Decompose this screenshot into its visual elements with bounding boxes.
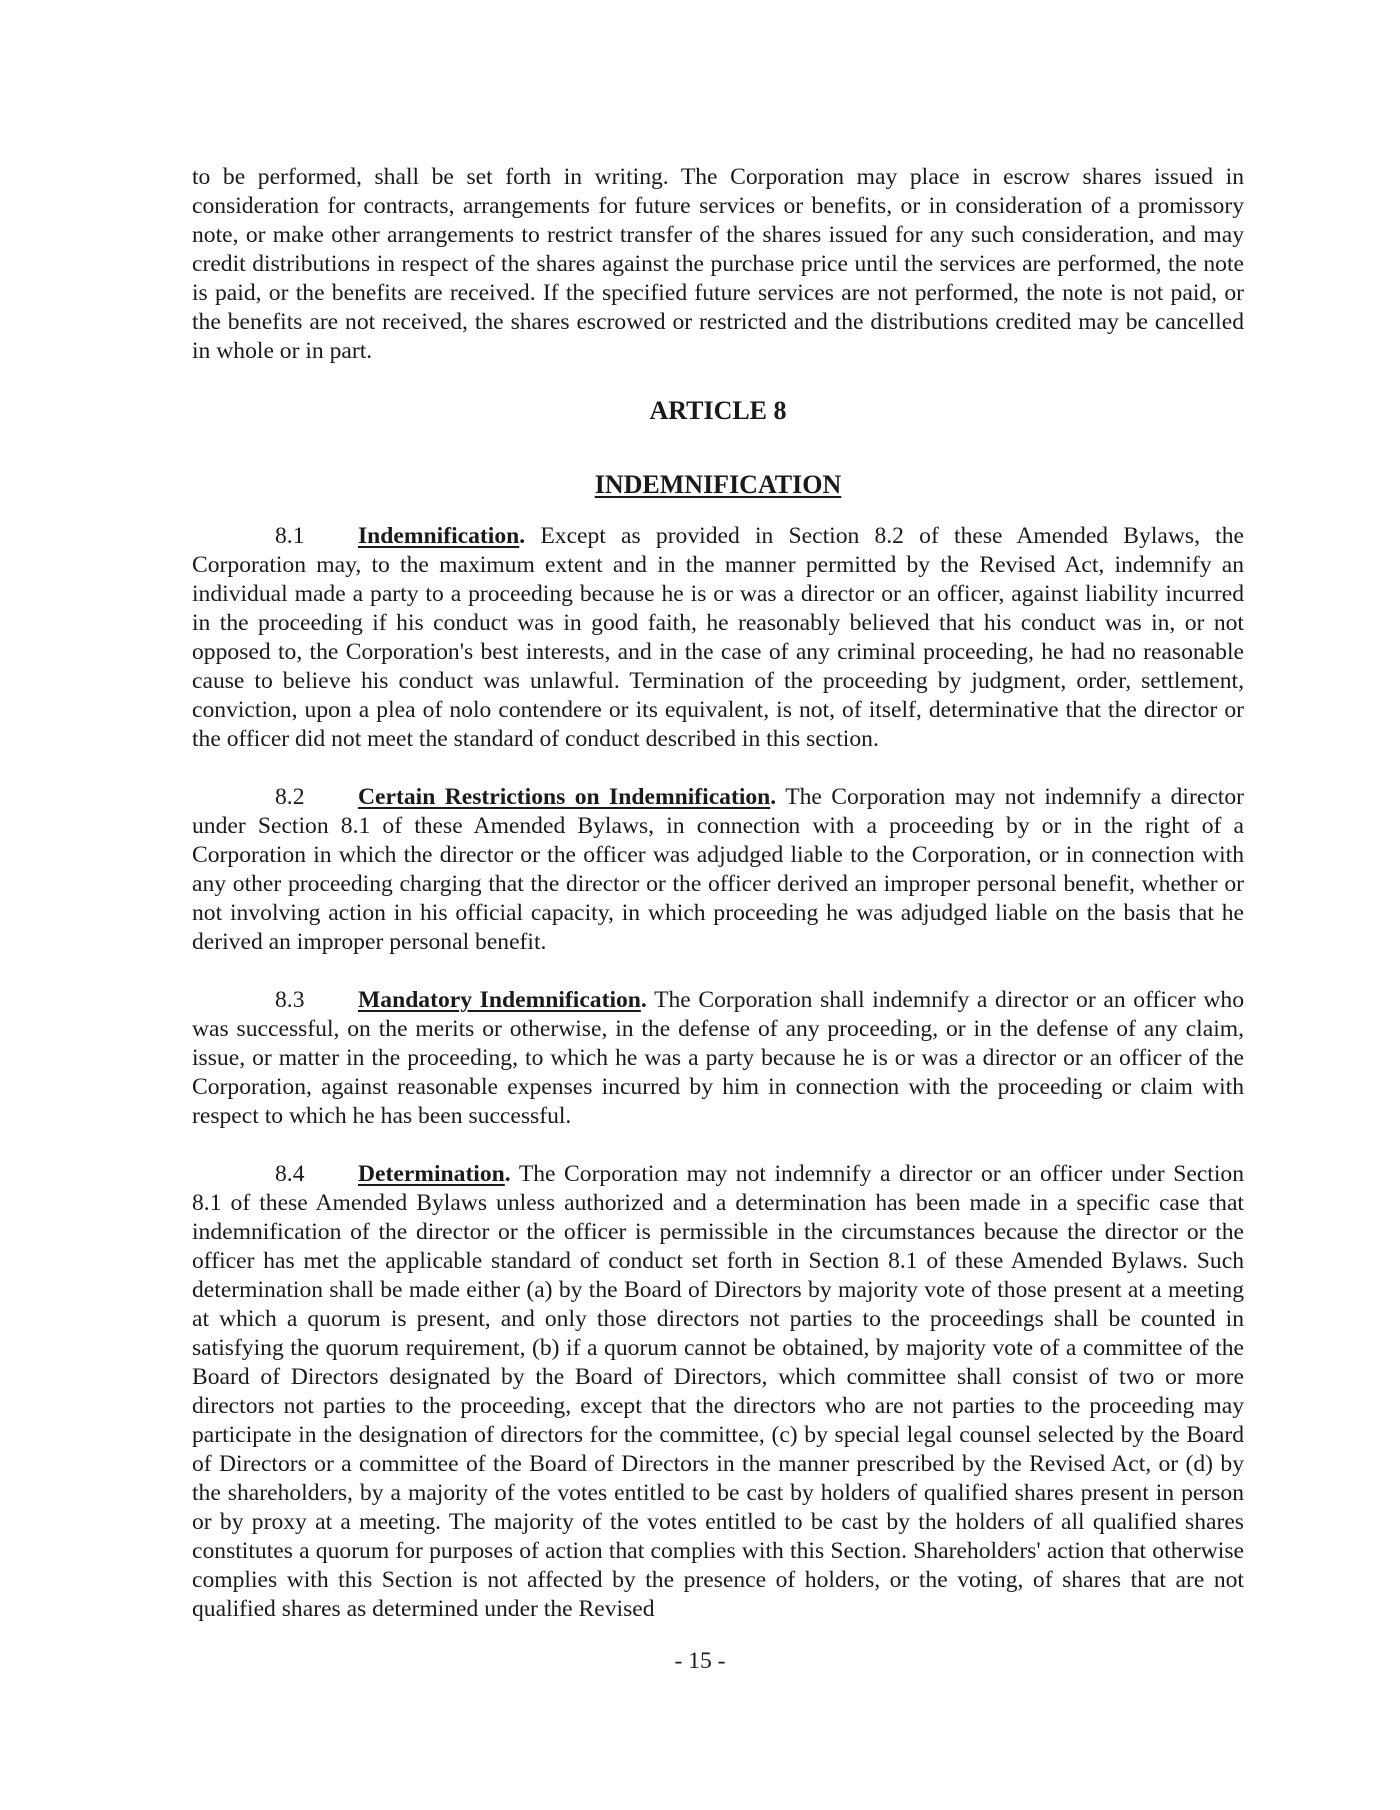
section-8-1: 8.1 Indemnification. Except as provided in Section 8.2 of these Amended Bylaws, the Corporation may, to the maximum extent and in the manner permitted by the Revised Act, indemnify an individual made a party to a proceeding because he is or was a director or an officer, against liability incurred in the proceeding if his conduct was in good faith, he reasonably believed that his conduct was in, or not opposed to, the Corporation's best interests, and in the case of any criminal proceeding, he had no reasonable cause to believe his conduct was unlawful. Termination of the proceeding by judgment, order, settlement, conviction, upon a plea of nolo contendere or its equivalent, is not, of itself, determinative that the director or the officer did not meet the standard of conduct described in this section. [192,523,1244,752]
article-title: INDEMNIFICATION [594,470,842,499]
section-8-4: 8.4 Determination. The Corporation may not indemnify a director or an officer under Section 8.1 of these Amended Bylaws unless authorized and a determination has been made in a specific case that indemnification of the director or the officer is permissible in the circumstances because the director or the officer has met the applicable standard of conduct set forth in Section 8.1 of these Amended Bylaws. Such determination shall be made either (a) by the Board of Directors by majority vote of those present at a meeting at which a quorum is present, and only those directors not parties to the proceedings shall be counted in satisfying the quorum requirement, (b) if a quorum cannot be obtained, by majority vote of a committee of the Board of Directors designated by the Board of Directors, which committee shall consist of two or more directors not parties to the proceeding, except that the directors who are not parties to the proceeding may participate in the designation of directors for the committee, (c) by special legal counsel selected by the Board of Directors or a committee of the Board of Directors in the manner prescribed by the Revised Act, or (d) by the shareholders, by a majority of the votes entitled to be cast by holders of qualified shares present in person or by proxy at a meeting. The majority of the votes entitled to be cast by the holders of all qualified shares constitutes a quorum for purposes of action that complies with this Section. Shareholders' action that otherwise complies with this Section is not affected by the presence of holders, or the voting, of shares that are not qualified shares as determined under the Revised [192,1161,1244,1622]
section-number: 8.3 [275,987,305,1013]
continuation-paragraph: to be performed, shall be set forth in writing. The Corporation may place in escrow shares issued in consideration for contracts, arrangements for future services or benefits, or in consideration of a promissory note, or make other arrangements to restrict transfer of the shares issued for any such consideration, and may credit distributions in respect of the shares against the purchase price until the services are performed, the note is paid, or the benefits are received. If the specified future services are not performed, the note is not paid, or the benefits are not received, the shares escrowed or restricted and the distributions credited may be cancelled in whole or in part. [192,164,1244,364]
section-title: Mandatory Indemnification [358,987,641,1013]
section-number: 8.2 [275,784,305,810]
section-title: Certain Restrictions on Indemnification [358,784,771,810]
section-number: 8.1 [275,523,305,549]
section-8-2: 8.2 Certain Restrictions on Indemnification. The Corporation may not indemnify a director under Section 8.1 of these Amended Bylaws, in connection with a proceeding by or in the right of a Corporation in which the director or the officer was adjudged liable to the Corporation, or in connection with any other proceeding charging that the director or the officer derived an improper personal benefit, whether or not involving action in his official capacity, in which proceeding he was adjudged liable on the basis that he derived an improper personal benefit. [192,784,1244,955]
section-number: 8.4 [275,1161,305,1187]
document-page [192,163,1244,1624]
section-body: Except as provided in Section 8.2 of these Amended Bylaws, the Corporation may, to the maximum extent and in the manner permitted by the Revised Act, indemnify an individual made a party to a proceeding because he is or was a director or an officer, against liability incurred in the proceeding if his conduct was in good faith, he reasonably believed that his conduct was in, or not opposed to, the Corporation's best interests, and in the case of any criminal proceeding, he had no reasonable cause to believe his conduct was unlawful. Termination of the proceeding by judgment, order, settlement, conviction, upon a plea of nolo contendere or its equivalent, is not, of itself, determinative that the director or the officer did not meet the standard of conduct described in this section. [192,523,1244,752]
section-8-3: 8.3 Mandatory Indemnification. The Corporation shall indemnify a director or an officer who was successful, on the merits or otherwise, in the defense of any proceeding, or in the defense of any claim, issue, or matter in the proceeding, to which he was a party because he is or was a director or an officer of the Corporation, against reasonable expenses incurred by him in connection with the proceeding or claim with respect to which he has been successful. [192,987,1244,1129]
page-number: - 15 - [674,1648,726,1674]
article-heading: ARTICLE 8 [649,396,787,425]
section-body: The Corporation may not indemnify a director under Section 8.1 of these Amended Bylaws, in connection with a proceeding by or in the right of a Corporation in which the director or the officer was adjudged liable to the Corporation, or in connection with any other proceeding charging that the director or the officer derived an improper personal benefit, whether or not involving action in his official capacity, in which proceeding he was adjudged liable on the basis that he derived an improper personal benefit. [192,784,1244,955]
section-body: The Corporation shall indemnify a director or an officer who was successful, on the merits or otherwise, in the defense of any proceeding, or in the defense of any claim, issue, or matter in the proceeding, to which he was a party because he is or was a director or an officer of the Corporation, against reasonable expenses incurred by him in connection with the proceeding or claim with respect to which he has been successful. [192,987,1244,1129]
section-body: The Corporation may not indemnify a director or an officer under Section 8.1 of these Amended Bylaws unless authorized and a determination has been made in a specific case that indemnification of the director or the officer is permissible in the circumstances because the director or the officer has met the applicable standard of conduct set forth in Section 8.1 of these Amended Bylaws. Such determination shall be made either (a) by the Board of Directors by majority vote of those present at a meeting at which a quorum is present, and only those directors not parties to the proceedings shall be counted in satisfying the quorum requirement, (b) if a quorum cannot be obtained, by majority vote of a committee of the Board of Directors designated by the Board of Directors, which committee shall consist of two or more directors not parties to the proceeding, except that the directors who are not parties to the proceeding may participate in the designation of directors for the committee, (c) by special legal counsel selected by the Board of Directors or a committee of the Board of Directors in the manner prescribed by the Revised Act, or (d) by the shareholders, by a majority of the votes entitled to be cast by holders of qualified shares present in person or by proxy at a meeting. The majority of the votes entitled to be cast by the holders of all qualified shares constitutes a quorum for purposes of action that complies with this Section. Shareholders' action that otherwise complies with this Section is not affected by the presence of holders, or the voting, of shares that are not qualified shares as determined under the Revised [192,1161,1244,1622]
section-title: Indemnification [358,523,520,549]
section-title: Determination [358,1161,505,1187]
